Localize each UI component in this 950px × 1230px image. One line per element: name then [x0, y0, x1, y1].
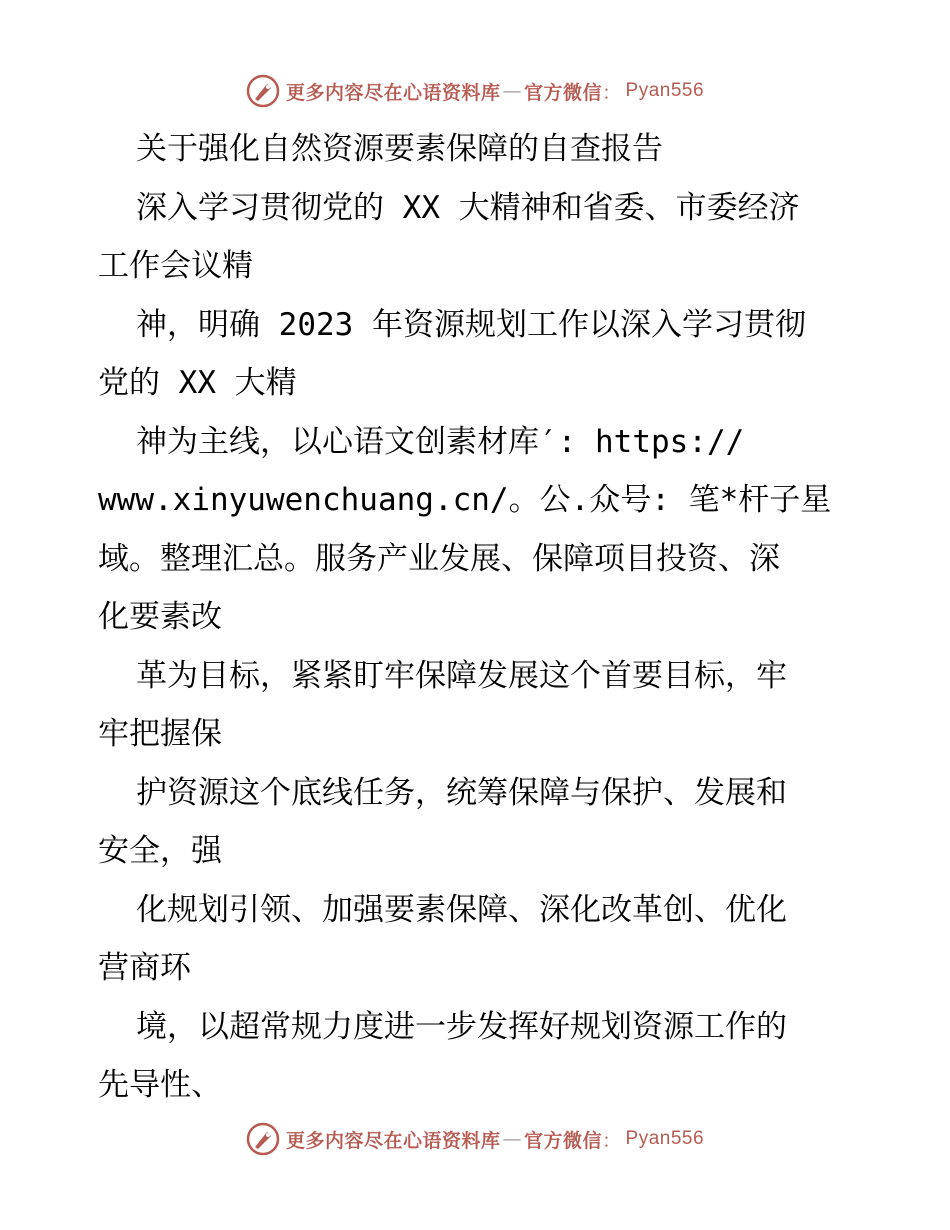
pen-nib-logo-icon [246, 74, 280, 108]
banner-wechat-label: 官方微信 [523, 81, 602, 104]
banner-colon: ： [602, 81, 622, 104]
banner-separator: — [502, 80, 522, 102]
document-text-line: 神，明确 2023 年资源规划工作以深入学习贯彻 [136, 306, 806, 343]
document-text-line: 化要素改 [98, 599, 222, 635]
pen-nib-logo-icon [246, 1122, 280, 1156]
banner-account-id: Pyan556 [625, 80, 705, 101]
document-text-line: 境，以超常规力度进一步发挥好规划资源工作的 [136, 1008, 787, 1045]
banner-brand-text: 更多内容尽在心语资料库 [285, 81, 501, 104]
document-text-line: www.xinyuwenchuang.cn/。公.众号: 笔*杆子星 [98, 482, 832, 518]
document-body [98, 120, 858, 1115]
document-text-line: 化规划引领、加强要素保障、深化改革创、优化 [136, 891, 787, 928]
document-text-line: 革为目标，紧紧盯牢保障发展这个首要目标，牢 [136, 657, 787, 694]
document-text-line: 域。整理汇总。服务产业发展、保障项目投资、深 [98, 540, 780, 577]
document-text-line: 先导性、 [98, 1067, 222, 1103]
document-text-line: 牢把握保 [98, 716, 222, 752]
document-text-line: 安全，强 [98, 833, 222, 869]
banner-wechat-label: 官方微信 [523, 1129, 602, 1152]
document-text-line: 神为主线，以心语文创素材库′: https:// [136, 423, 745, 460]
document-text-line: 工作会议精 [98, 248, 253, 284]
banner-separator: — [502, 1128, 522, 1150]
document-text-line: 护资源这个底线任务，统筹保障与保护、发展和 [136, 774, 787, 811]
document-text-line: 党的 XX 大精 [98, 365, 297, 401]
banner-brand-text: 更多内容尽在心语资料库 [285, 1129, 501, 1152]
document-text-line: 营商环 [98, 950, 191, 986]
header-watermark-banner [0, 71, 950, 111]
document-text-line: 深入学习贯彻党的 XX 大精神和省委、市委经济 [136, 189, 800, 226]
document-title-line: 关于强化自然资源要素保障的自查报告 [136, 131, 663, 167]
footer-watermark-banner [0, 1119, 950, 1159]
banner-colon: ： [602, 1129, 622, 1152]
banner-account-id: Pyan556 [625, 1128, 705, 1149]
